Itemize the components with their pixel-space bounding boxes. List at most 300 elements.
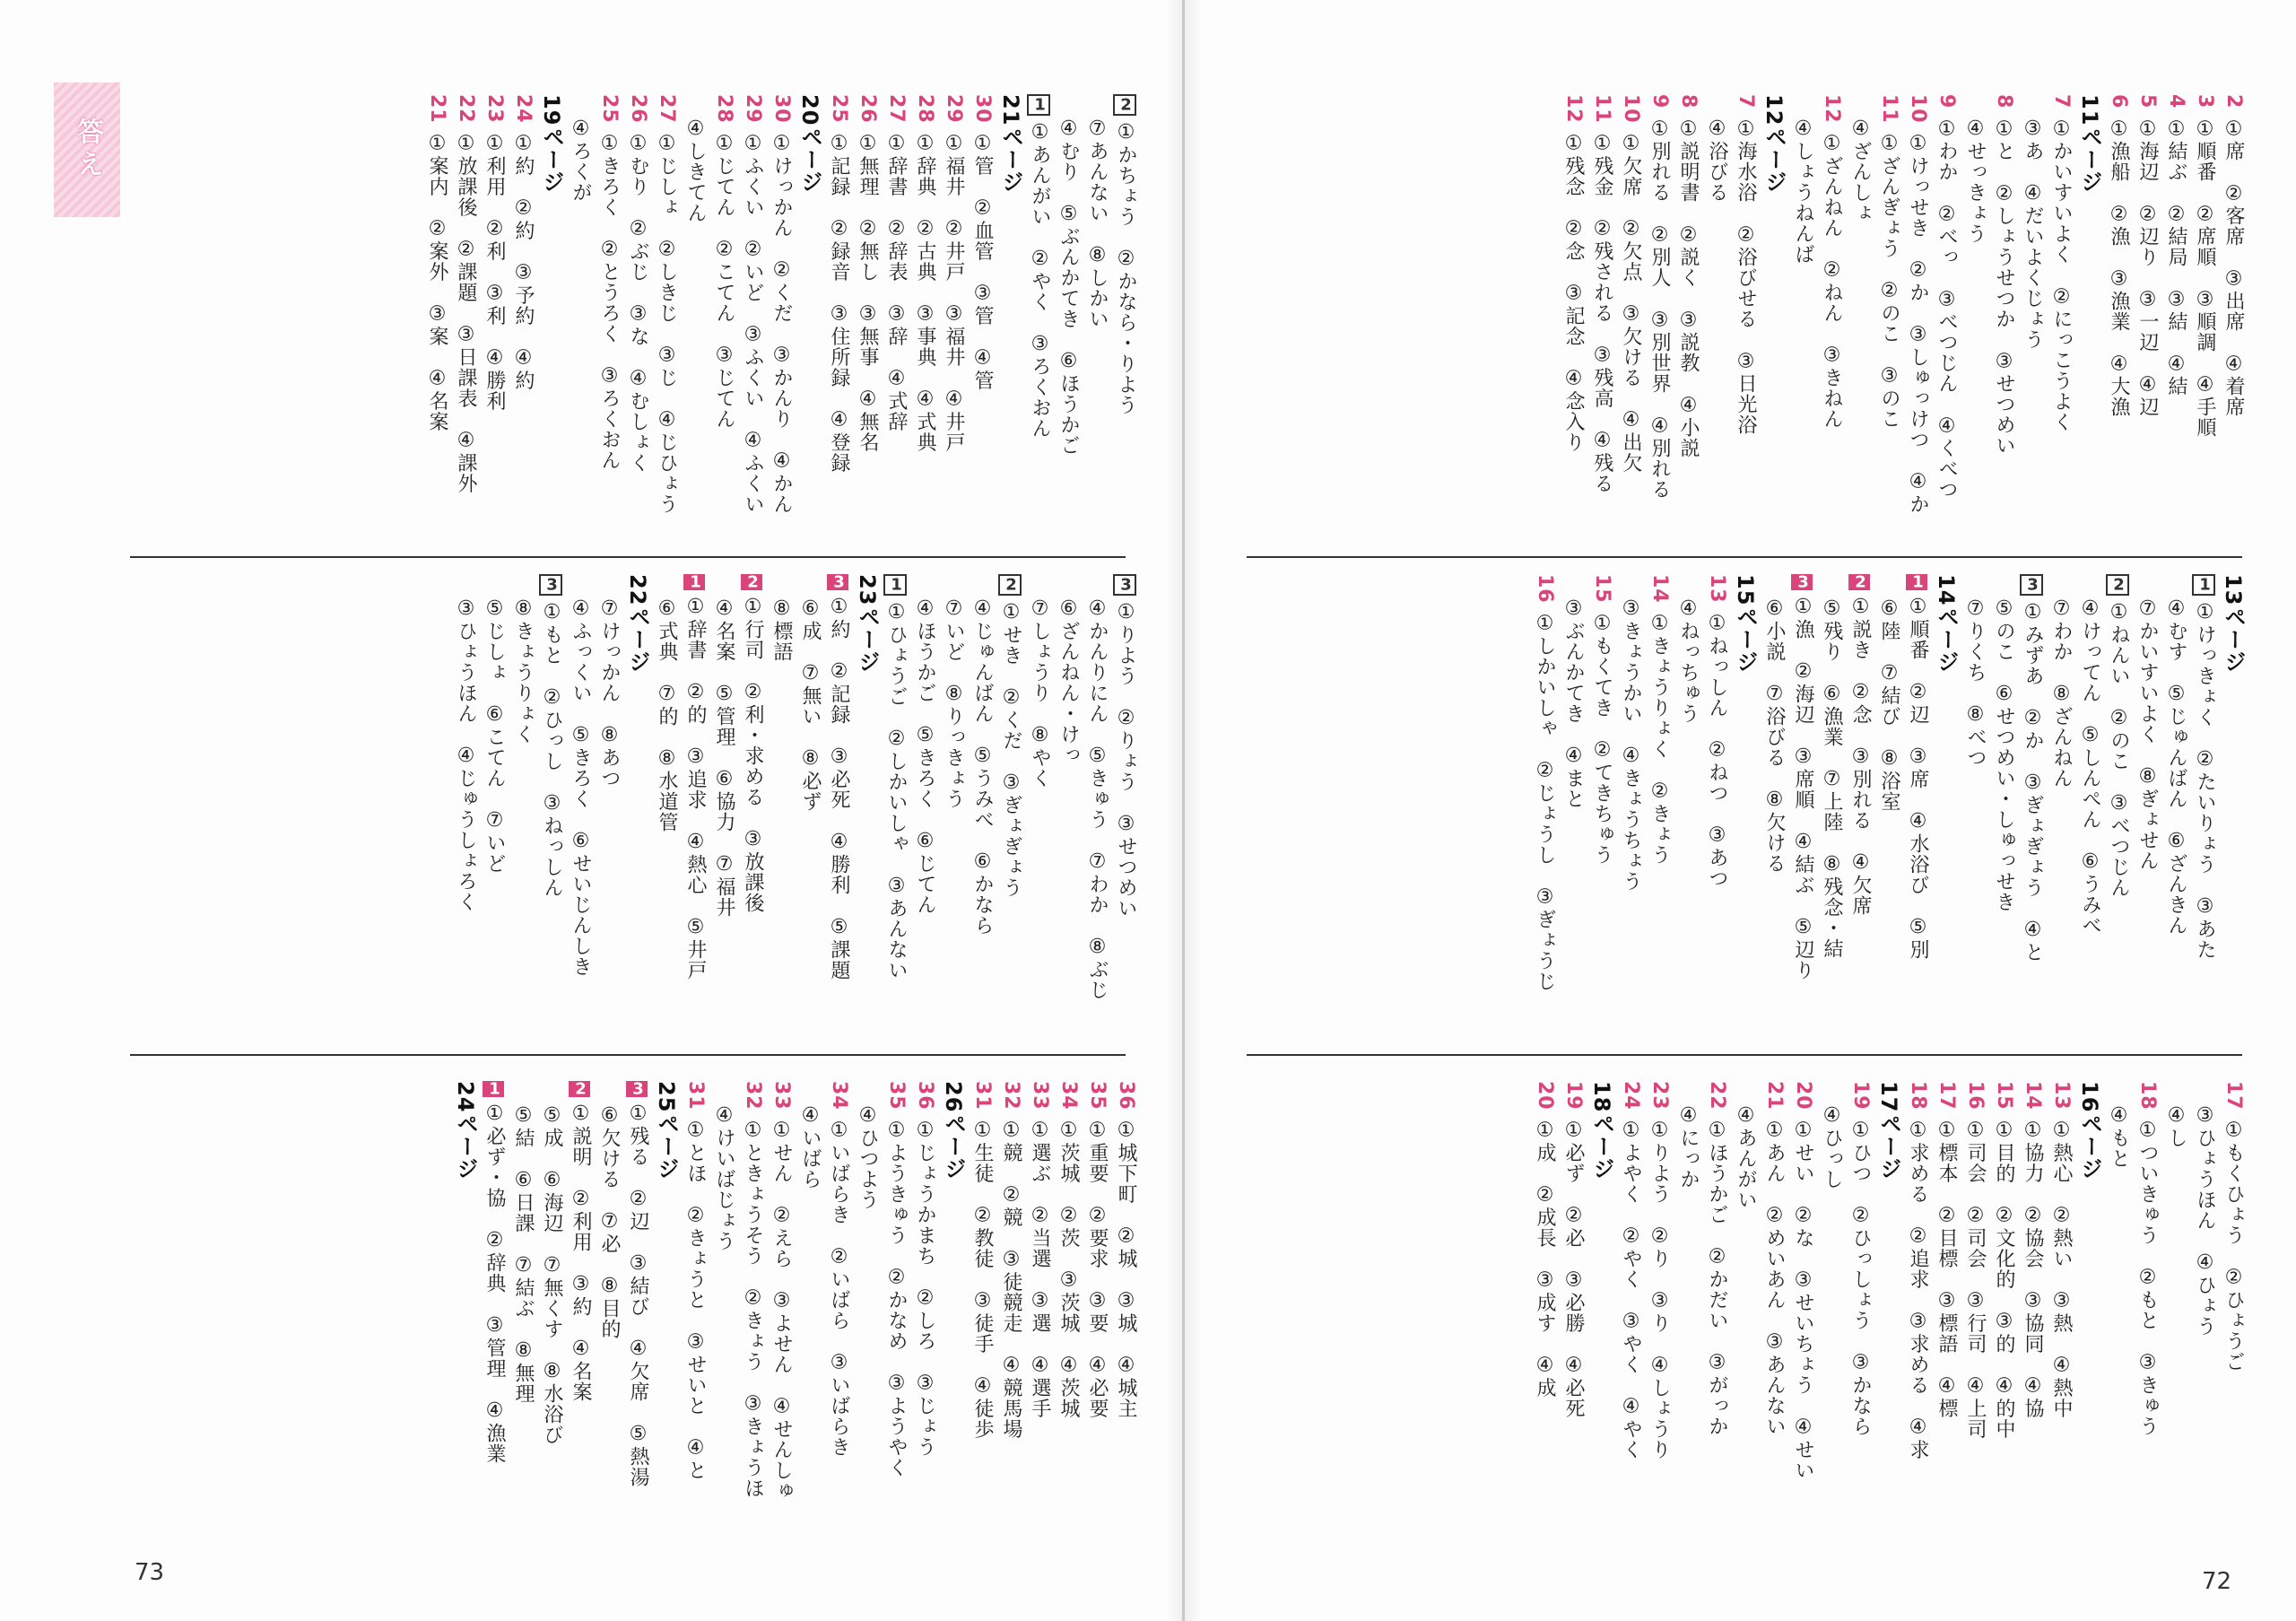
answer-column (825, 574, 852, 980)
question-number: 23 (1648, 1081, 1671, 1111)
answer-column (2105, 574, 2132, 898)
answer-text: ①じょうかまち ②しろ ③じょう (914, 1119, 936, 1458)
answer-text: ①辞典 ②古典 ③事典 ④式典 (914, 132, 936, 453)
answer-text: ①約 ②約 ③予約 ④約 (512, 132, 535, 391)
answer-text: ④ねっちゅう (1677, 597, 1700, 724)
question-number: 13 (1706, 574, 1728, 604)
answer-column (1646, 94, 1673, 500)
answer-column (2134, 574, 2161, 871)
answers-tab-label: 答え (72, 118, 103, 182)
answer-column (1588, 94, 1615, 494)
answer-column (423, 94, 450, 432)
answer-text: ⑤のこ ⑥せつめい・しゅっせき (1993, 597, 2015, 912)
answer-text: ③ひょうほん ④じゅうしょろく (455, 597, 477, 912)
question-number: 29 (742, 94, 764, 124)
answer-text: ①案内 ②案外 ③案 ④名案 (426, 132, 448, 432)
answer-column (481, 1081, 508, 1464)
answer-text: ③あ ④だいよくじょう (2022, 118, 2044, 350)
answer-column (1055, 1081, 1082, 1419)
answer-column (2220, 94, 2247, 417)
answer-text: ⑥陸 ⑦結び ⑧浴室 (1878, 597, 1900, 812)
divider-right-lower (1247, 1054, 2242, 1056)
answer-column (452, 94, 479, 494)
answer-text: ①辞書 ②的 ③追求 ④熱心 ⑤井戸 (684, 596, 707, 980)
answer-text: ④ほうかご ⑤きろく ⑥じてん (914, 597, 936, 915)
answer-column (1083, 1081, 1110, 1419)
boxed-question-number: 2 (1113, 94, 1136, 116)
answer-column (854, 94, 881, 453)
answer-column (538, 574, 565, 898)
question-number: 22 (455, 94, 477, 124)
answer-column (1588, 574, 1615, 866)
answer-text: ①かいすいよく ②にっこうよく (2050, 118, 2073, 433)
answer-column (1646, 574, 1673, 866)
answer-column (883, 574, 909, 980)
question-number: 17 (1935, 1081, 1958, 1111)
question-number: 32 (1000, 1081, 1022, 1111)
question-number: 5 (2136, 94, 2159, 109)
answer-column (567, 94, 594, 203)
answer-column (1847, 574, 1874, 916)
question-number: 15 (1591, 574, 1613, 604)
page-heading-label: 21ページ (998, 94, 1023, 194)
answer-text: ④ざんしょ (1849, 118, 1872, 223)
answer-column (796, 1081, 823, 1190)
page-heading-label: 16ページ (2077, 1081, 2102, 1181)
answer-text: ④ひつよう (857, 1104, 879, 1210)
answer-column (1560, 1081, 1587, 1419)
answer-text: ⑦りくち ⑧べつ (1964, 597, 1987, 768)
answer-column (624, 1081, 651, 1487)
answer-text: ④けってん ⑤しんぺん ⑥うみべ (2079, 597, 2101, 936)
question-number: 33 (1029, 1081, 1051, 1111)
answer-text: ⑥ざんねん・けっ (1057, 597, 1080, 765)
question-number: 9 (1648, 94, 1671, 109)
answer-column (1847, 94, 1874, 223)
answer-column (1531, 574, 1558, 992)
answer-text: ①せん ②えら ③よせん ④せんしゅ (770, 1119, 793, 1502)
answer-text: ④むす ⑤じゅんばん ⑥ざんきん (2165, 597, 2187, 936)
answer-text: ⑥小説 ⑦浴びる ⑧欠ける (1763, 597, 1786, 874)
question-number: 3 (2194, 94, 2216, 109)
answer-column (1904, 94, 1931, 515)
page-heading-label: 18ページ (1589, 1081, 1614, 1181)
answer-column (653, 94, 680, 515)
answer-text: ⑦しょうり ⑧やく (1029, 597, 1051, 789)
answer-text: ③きょうかい ④きょうちょう (1620, 597, 1642, 892)
answer-text: ④しきてん (684, 118, 707, 223)
question-number: 20 (1792, 1081, 1814, 1111)
answer-text: ①かちょう ②かなら・りよう (1115, 121, 1137, 415)
answer-column (969, 574, 996, 936)
answer-text: ①きょうりょく ②きょう (1648, 612, 1671, 866)
answer-text: ⑤成 ⑥海辺 ⑦無くす ⑧水浴び (541, 1104, 563, 1445)
answer-column (481, 574, 508, 874)
boxed-question-number: 2 (2106, 574, 2129, 596)
answer-column (538, 1081, 565, 1445)
answer-column (710, 574, 737, 918)
answer-column (509, 574, 536, 745)
question-number: 10 (1620, 94, 1642, 124)
answer-text: ⑦けっかん ⑧あつ (598, 597, 621, 789)
answer-column (596, 94, 622, 471)
pink-question-number: 3 (1791, 574, 1813, 590)
page-heading (452, 1081, 479, 1180)
answer-column (1674, 1081, 1701, 1190)
question-number: 19 (1562, 1081, 1585, 1111)
answer-column (739, 1081, 766, 1499)
answer-column (1617, 574, 1644, 892)
question-number: 30 (971, 94, 994, 124)
answer-text: ③ひょうほん ④ひょう (2194, 1104, 2216, 1337)
answer-column (2019, 94, 2046, 350)
answer-text: ④じゅんばん ⑤うみべ ⑥かなら (971, 597, 994, 936)
answer-text: ①りよう ②り ③り ④しょうり (1648, 1119, 1671, 1460)
page-heading (1761, 94, 1787, 193)
question-number: 32 (742, 1081, 764, 1111)
answer-column (883, 1081, 909, 1478)
answer-column (1990, 1081, 2017, 1440)
answer-text: ①ねんい ②のこ ③べつじん (2108, 601, 2130, 898)
page-heading (1732, 574, 1759, 673)
answer-column (1617, 94, 1644, 474)
answer-column (739, 574, 766, 913)
question-number: 35 (885, 1081, 908, 1111)
divider-left-lower (130, 1054, 1126, 1056)
answer-text: ①残念 ②念 ③記念 ④念入り (1562, 132, 1585, 453)
question-number: 7 (2050, 94, 2073, 109)
answer-column (1112, 94, 1139, 415)
answer-column (596, 574, 622, 789)
answer-column (1055, 94, 1082, 456)
page-heading-label: 20ページ (797, 94, 822, 194)
answer-column (1083, 94, 1110, 329)
question-number: 22 (1706, 1081, 1728, 1111)
answer-column (2191, 94, 2218, 438)
answer-text: ①説明書 ②説く ③説教 ④小説 (1677, 118, 1700, 459)
answer-text: ①あんがい ②やく ③ろくおん (1029, 121, 1051, 439)
answer-column (509, 94, 536, 391)
answer-text: ①ついきゅう ②もと ③きゅう (2136, 1119, 2159, 1437)
answer-text: ①福井 ②井戸 ③福井 ④井戸 (943, 132, 965, 453)
answer-column (825, 1081, 852, 1458)
answer-text: ①海水浴 ②浴びせる ③日光浴 (1735, 118, 1757, 436)
answer-column (710, 94, 737, 430)
answer-column (997, 1081, 1024, 1440)
page-heading (653, 1081, 680, 1180)
answer-text: ①協力 ②協会 ③協同 ④協 (2022, 1119, 2044, 1419)
answer-column (1847, 1081, 1874, 1437)
pink-question-number: 2 (1848, 574, 1870, 590)
answer-text: ①残る ②辺 ③結び ④欠席 ⑤熱湯 (627, 1102, 649, 1487)
answer-text: ①競 ②競 ③徒競走 ④競馬場 (1000, 1119, 1022, 1440)
answer-column (1055, 574, 1082, 765)
page-heading-label: 17ページ (1876, 1081, 1901, 1181)
answer-text: ①必ず ②必 ③必勝 ④必死 (1562, 1119, 1585, 1419)
question-number: 30 (770, 94, 793, 124)
left-page-bottom-answers (126, 1081, 1139, 1529)
answer-column (2048, 1081, 2074, 1419)
pink-question-number: 2 (741, 574, 762, 590)
question-number: 36 (914, 1081, 936, 1111)
question-number: 35 (1086, 1081, 1109, 1111)
answer-text: ①選ぶ ②当選 ③選 ④選手 (1029, 1119, 1051, 1419)
answer-column (969, 1081, 996, 1440)
answer-text: ①けっせき ②か ③しゅっけつ ④か (1907, 132, 1929, 515)
answer-text: ①もくひょう ②ひょうご (2222, 1119, 2245, 1373)
question-number: 6 (2108, 94, 2130, 109)
question-number: 21 (1763, 1081, 1786, 1111)
answer-column (1560, 94, 1587, 453)
answer-column (1789, 1081, 1816, 1481)
answer-column (2105, 94, 2132, 417)
answer-text: ⑥欠ける ⑦必 ⑧目的 (598, 1104, 621, 1339)
answer-text: ①ひつ ②ひっしょう ③かなら (1849, 1119, 1872, 1437)
answer-column (1990, 94, 2017, 456)
answer-text: ⑦かいすいよく ⑧ぎょせん (2136, 597, 2159, 871)
answer-column (2162, 94, 2189, 397)
answer-column (854, 1081, 881, 1210)
answer-text: ④かんりにん ⑤きゅう ⑦わか ⑧ぶじ (1086, 597, 1109, 1000)
answer-column (1674, 94, 1701, 458)
answer-column (1026, 574, 1053, 789)
page-number-left: 73 (135, 1559, 165, 1586)
answer-column (1961, 94, 1988, 244)
answer-text: ④ひっし (1821, 1104, 1843, 1190)
question-number: 36 (1115, 1081, 1137, 1111)
page-heading-label: 12ページ (1761, 94, 1787, 194)
answer-column (1875, 574, 1902, 812)
answer-text: ①きろく ②とうろく ③ろくおん (598, 132, 621, 471)
answer-column (940, 94, 967, 453)
answer-column (2191, 574, 2218, 960)
answer-column (1083, 574, 1110, 1000)
boxed-question-number: 2 (998, 574, 1022, 596)
answer-text: ④にっか (1677, 1104, 1700, 1190)
answer-column (567, 1081, 594, 1402)
answer-column (911, 1081, 938, 1458)
answer-column (796, 574, 823, 812)
answer-text: ①海辺 ②辺り ③一辺 ④辺 (2136, 118, 2159, 418)
answer-column (2162, 574, 2189, 936)
answer-column (2134, 1081, 2161, 1437)
answer-text: ①別れる ②別人 ③別世界 ④別れる (1648, 118, 1671, 501)
answer-column (2162, 1081, 2189, 1148)
answer-column (2191, 1081, 2218, 1337)
page-number-right: 72 (2202, 1568, 2232, 1595)
answer-text: ①せい ②な ③せいちょう ④せい (1792, 1119, 1814, 1481)
boxed-question-number: 3 (539, 574, 562, 596)
question-number: 2 (2222, 94, 2245, 109)
answer-column (2105, 1081, 2132, 1169)
question-number: 12 (1821, 94, 1843, 124)
answer-text: ①記録 ②録音 ③住所録 ④登録 (828, 132, 850, 474)
question-number: 27 (656, 94, 678, 124)
answer-column (1026, 1081, 1053, 1419)
answer-text: ④むり ⑤ぶんかてき ⑥ほうかご (1057, 118, 1080, 456)
question-number: 19 (1849, 1081, 1872, 1111)
right-page-bottom-answers (1206, 1081, 2247, 1529)
answer-column (969, 94, 996, 391)
answer-text: ⑧標語 (770, 597, 793, 662)
answer-text: ①約 ②記録 ③必死 ④勝利 ⑤課題 (828, 596, 850, 980)
answer-column (2134, 94, 2161, 417)
page-heading (997, 94, 1024, 193)
question-number: 24 (512, 94, 535, 124)
answer-text: ④あんがい (1735, 1104, 1757, 1210)
page-heading-label: 14ページ (1934, 574, 1959, 674)
answer-text: ①ふくい ②いど ③ふくい ④ふくい (742, 132, 764, 515)
answer-column (1904, 574, 1931, 960)
pink-question-number: 3 (827, 574, 848, 590)
answer-text: ①熱心 ②熱い ③熱 ④熱中 (2050, 1119, 2073, 1419)
answer-column (1732, 1081, 1759, 1210)
answer-text: ①求める ②追求 ③求める ④求 (1907, 1119, 1929, 1460)
page-heading-label: 22ページ (625, 574, 650, 674)
page-heading (854, 574, 881, 673)
question-number: 26 (627, 94, 649, 124)
question-number: 14 (2022, 1081, 2044, 1111)
answer-text: ④せっきょう (1964, 118, 1987, 244)
question-number: 26 (857, 94, 879, 124)
question-number: 18 (2136, 1081, 2159, 1111)
question-number: 17 (2222, 1081, 2245, 1111)
page-heading (2220, 574, 2247, 673)
page-heading-label: 26ページ (941, 1081, 966, 1181)
answer-text: ①結ぶ ②結局 ③結 ④結 (2165, 118, 2187, 397)
question-number: 25 (598, 94, 621, 124)
answer-column (1904, 1081, 1931, 1460)
answer-column (1961, 574, 1988, 768)
pink-question-number: 1 (1906, 574, 1927, 590)
answer-text: ④けいばじょう (713, 1104, 735, 1251)
page-heading (796, 94, 823, 193)
page-heading-label: 11ページ (2077, 94, 2102, 194)
question-number: 21 (426, 94, 448, 124)
answer-text: ①席 ②客席 ③出席 ④着席 (2222, 118, 2245, 418)
answer-text: ①せき ②くだ ③ぎょぎょう (1000, 601, 1022, 898)
answer-text: ①もと ②ひっし ③ねっしん (541, 601, 563, 898)
answer-text: ①欠席 ②欠点 ③欠ける ④出欠 (1620, 132, 1642, 474)
page-heading (1875, 1081, 1902, 1180)
answer-text: ⑦わか ⑧ざんねん (2050, 597, 2073, 789)
answer-text: ①茨城 ②茨 ③茨城 ④茨城 (1057, 1119, 1080, 1419)
boxed-question-number: 1 (1027, 94, 1050, 116)
answer-text: ①無理 ②無し ③無事 ④無名 (857, 132, 879, 453)
answer-text: ⑦いど ⑧りっきょう (943, 597, 965, 809)
answer-text: ①城下町 ②城 ③城 ④城主 (1115, 1119, 1137, 1419)
answer-column (1560, 574, 1587, 809)
answer-text: ⑤結 ⑥日課 ⑦結ぶ ⑧無理 (512, 1104, 535, 1404)
answer-text: ①みずあ ②か ③ぎょぎょう ④と (2022, 601, 2044, 963)
answer-column (682, 94, 709, 223)
answer-column (2220, 1081, 2247, 1373)
page-heading (1933, 574, 1960, 673)
page-heading (1588, 1081, 1615, 1180)
answer-text: ①順番 ②席順 ③順調 ④手順 (2194, 118, 2216, 439)
question-number: 20 (1534, 1081, 1556, 1111)
answer-column (1761, 1081, 1787, 1437)
pink-question-number: 1 (683, 574, 705, 590)
question-number: 27 (885, 94, 908, 124)
answer-column (911, 94, 938, 453)
left-page-top-answers (126, 94, 1139, 543)
answer-column (567, 574, 594, 977)
boxed-question-number: 1 (883, 574, 907, 596)
answer-column (2076, 574, 2103, 936)
answer-column (1617, 1081, 1644, 1460)
question-number: 25 (828, 94, 850, 124)
answer-column (940, 574, 967, 809)
question-number: 34 (1057, 1081, 1080, 1111)
answers-tab (54, 83, 120, 217)
answer-column (1646, 1081, 1673, 1460)
answer-column (2019, 1081, 2046, 1419)
page-heading-label: 23ページ (855, 574, 880, 674)
question-number: 8 (1993, 94, 2015, 109)
answer-column (710, 1081, 737, 1251)
answer-column (768, 94, 795, 515)
question-number: 12 (1562, 94, 1585, 124)
answer-column (653, 574, 680, 832)
answer-column (1818, 574, 1845, 959)
answer-column (911, 574, 938, 915)
right-page-middle-answers (1206, 574, 2247, 1032)
answer-text: ①とほ ②きょうと ③せいと ④と (684, 1119, 707, 1481)
answer-text: ①ようきゅう ②かなめ ③ようやく (885, 1119, 908, 1478)
answer-text: ⑤残り ⑥漁業 ⑦上陸 ⑧残念・結 (1821, 597, 1843, 959)
question-number: 31 (971, 1081, 994, 1111)
answer-text: ①あん ②めいあん ③あんない (1763, 1119, 1786, 1437)
answer-column (481, 94, 508, 412)
answer-column (596, 1081, 622, 1339)
question-number: 10 (1907, 94, 1929, 124)
answer-column (1703, 1081, 1730, 1437)
answer-text: ①ねっしん ②ねつ ③あつ (1706, 612, 1728, 889)
answer-column (739, 94, 766, 515)
question-number: 15 (1993, 1081, 2015, 1111)
answer-text: ①漁船 ②漁 ③漁業 ④大漁 (2108, 118, 2130, 418)
answer-text: ④ろくが (570, 118, 592, 203)
question-number: 4 (2165, 94, 2187, 109)
page-heading-label: 19ページ (539, 94, 564, 194)
answer-column (2048, 94, 2074, 432)
pink-question-number: 2 (569, 1081, 590, 1097)
answer-column (1818, 1081, 1845, 1190)
answer-column (2048, 574, 2074, 789)
page-heading (2076, 1081, 2103, 1180)
answer-column (1761, 574, 1787, 874)
answer-text: ①ときょうそう ②きょう ③きょうほ (742, 1119, 764, 1499)
answer-text: ⑥成 ⑦無い ⑧必ず (799, 597, 822, 812)
answer-text: ①じしょ ②しきじ ③じ ④じひょう (656, 132, 678, 515)
answer-text: ④名案 ⑤管理 ⑥協力 ⑦福井 (713, 597, 735, 918)
question-number: 23 (483, 94, 506, 124)
question-number: 31 (684, 1081, 707, 1111)
answer-text: ①けっかん ②くだ ③かんり ④かん (770, 132, 793, 515)
question-number: 8 (1677, 94, 1700, 109)
question-number: 13 (2050, 1081, 2073, 1111)
answer-column (1933, 94, 1960, 500)
answer-text: ①行司 ②利・求める ③放課後 (742, 596, 764, 913)
question-number: 33 (770, 1081, 793, 1111)
answer-column (1990, 574, 2017, 912)
answer-column (1818, 94, 1845, 430)
answer-text: ①残金 ②残される ③残高 ④残る (1591, 132, 1613, 494)
answer-text: ①利用 ②利 ③利 ④勝利 (483, 132, 506, 412)
left-page-middle-answers (126, 574, 1139, 1032)
answer-text: ④ふっくい ⑤きろく ⑥せいじんしき (570, 597, 592, 977)
